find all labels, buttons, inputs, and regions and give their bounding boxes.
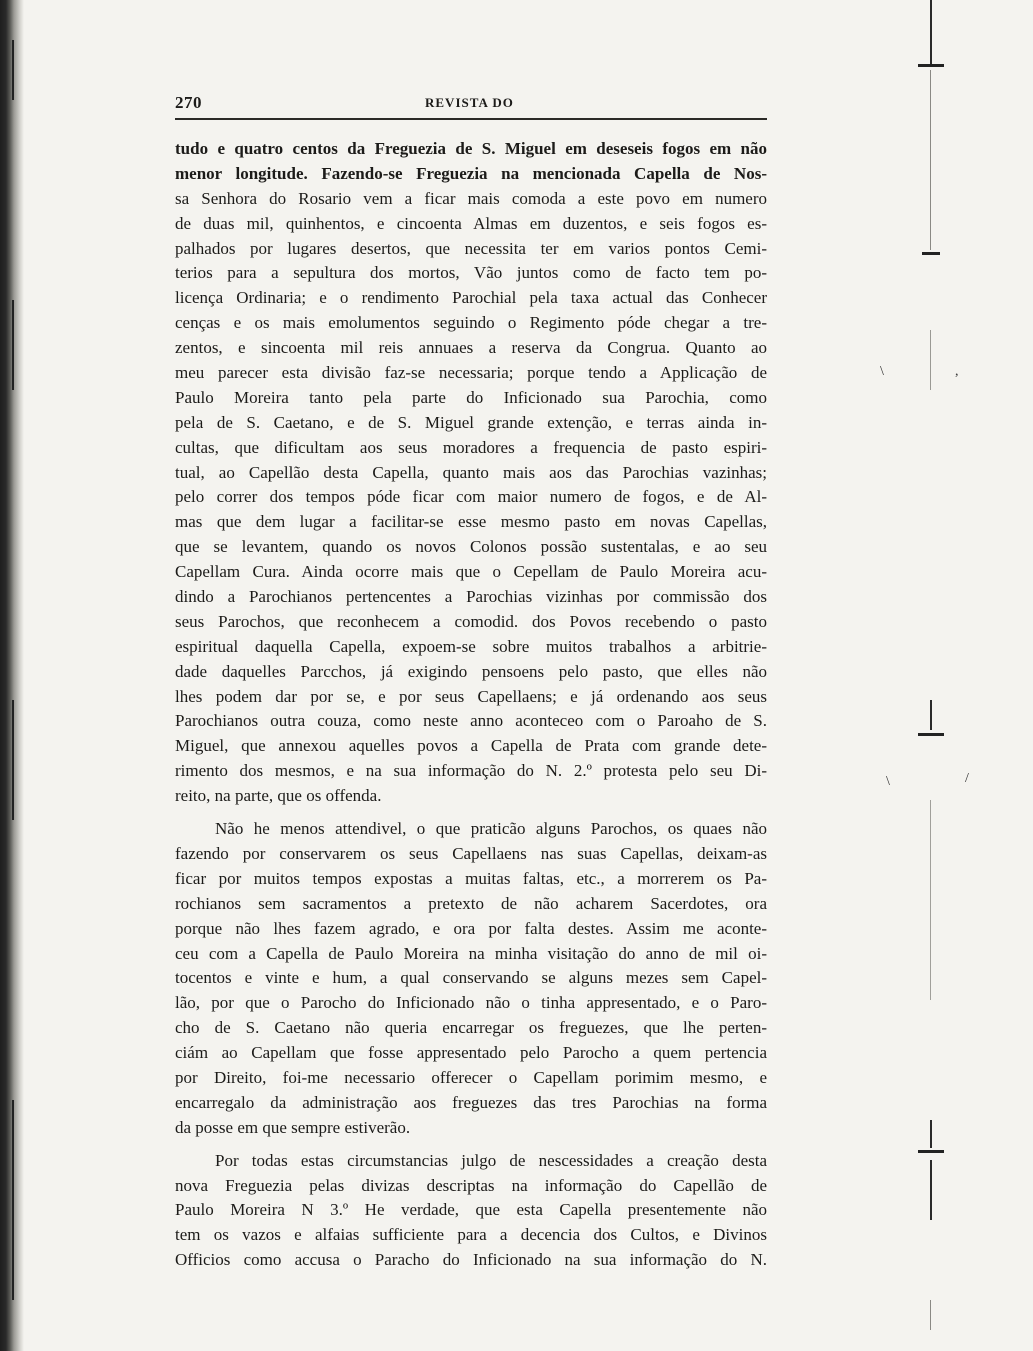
text-line: Paulo Moreira N 3.º He verdade, que esta Capella presentemente não <box>175 1200 767 1220</box>
text-line: espiritual daquella Capella, expoem-se sobre muitos trabalhos a arbitrie- <box>175 636 767 656</box>
text-line: tudo e quatro centos da Freguezia de S. Miguel em deseseis fogos em não <box>175 139 767 158</box>
text-line: lhes podem dar por se, e por seus Capellaens; e já ordenando aos seus <box>175 686 767 706</box>
binding-mark <box>12 40 14 100</box>
ink-speck: \ <box>880 364 884 379</box>
text-line: cenças e os mais emolumentos seguindo o Regimento póde chegar a tre- <box>175 313 767 333</box>
edge-rule <box>930 1120 932 1148</box>
edge-rule <box>930 70 931 250</box>
page-header <box>175 93 765 115</box>
text-line: Miguel, que annexou aquelles povos a Capella de Prata com grande dete- <box>175 736 767 756</box>
text-line: encarregalo da administração aos freguezes das tres Parochias na forma <box>175 1092 767 1112</box>
text-line: zentos, e sincoenta mil reis annuaes a reserva da Congrua. Quanto ao <box>175 338 767 358</box>
text-line: dindo a Parochianos pertencentes a Parochias vizinhas por commissão dos <box>175 587 767 607</box>
text-line: tocentos e vinte e hum, a qual conservando se alguns mezes sem Capel- <box>175 968 767 988</box>
running-head: REVISTA DO <box>425 95 514 110</box>
text-line: seus Parochos, que reconhecem a comodid. dos Povos recebendo o pasto <box>175 611 767 631</box>
text-line: pela de S. Caetano, e de S. Miguel grande extenção, e terras ainda in- <box>175 412 767 432</box>
text-line: licença Ordinaria; e o rendimento Parochial pela taxa actual das Conhecer <box>175 288 767 308</box>
page-number: 270 <box>175 93 202 112</box>
edge-rule <box>930 0 932 65</box>
text-line: nova Freguezia pelas divizas descriptas na informação do Capellão de <box>175 1175 767 1195</box>
body-text <box>175 137 767 1273</box>
text-line: por Direito, foi-me necessario offerecer o Capellam porimim mesmo, e <box>175 1067 767 1087</box>
ink-speck: \ <box>886 774 890 789</box>
text-line: porque não lhes fazem agrado, e ora por falta destes. Assim me aconte- <box>175 918 767 938</box>
text-line: Officios como accusa o Paracho do Inficionado na sua informação do N. <box>175 1250 767 1270</box>
text-line: palhados por lugares desertos, que necessita ter em varios pontos Cemi- <box>175 238 767 258</box>
paragraph <box>175 817 767 1141</box>
text-line: que se levantem, quando os novos Colonos possão sustentalas, e ao seu <box>175 537 767 557</box>
binding-mark <box>12 1100 14 1300</box>
binding-mark <box>12 700 14 820</box>
text-line: mas que dem lugar a facilitar-se esse mesmo pasto em novas Capellas, <box>175 512 767 532</box>
edge-tick <box>918 64 944 67</box>
edge-tick <box>918 1150 944 1153</box>
text-line: dade daquelles Parcchos, já exigindo pensoens pelo pasto, que elles não <box>175 661 767 681</box>
text-line: lão, por que o Parocho do Inficionado não o tinha appresentado, e o Paro- <box>175 993 767 1013</box>
edge-rule <box>930 1160 932 1220</box>
header-rule <box>175 118 767 120</box>
text-line: Capellam Cura. Ainda ocorre mais que o Cepellam de Paulo Moreira acu- <box>175 562 767 582</box>
text-line: de duas mil, quinhentos, e cincoenta Almas em duzentos, e seis fogos es- <box>175 213 767 233</box>
text-line: Parochianos outra couza, como neste anno aconteceo com o Paroaho de S. <box>175 711 767 731</box>
text-line: cho de S. Caetano não queria encarregar os freguezes, que lhe perten- <box>175 1018 767 1038</box>
ink-speck: , <box>955 364 959 379</box>
text-line: terios para a sepultura dos mortos, Vão juntos como de facto tem po- <box>175 263 767 283</box>
paragraph <box>175 1149 767 1273</box>
edge-tick <box>922 252 940 255</box>
text-line: ficar por muitos tempos expostas a muitas faltas, etc., a morrerem os Pa- <box>175 868 767 888</box>
paragraph <box>175 137 767 809</box>
edge-tick <box>918 733 944 736</box>
text-line: Por todas estas circumstancias julgo de nescessidades a creação desta <box>215 1150 767 1170</box>
text-line: Não he menos attendivel, o que praticão alguns Parochos, os quaes não <box>215 819 767 839</box>
text-line: da posse em que sempre estiverão. <box>175 1117 411 1137</box>
text-line: cultas, que dificultam aos seus moradores a frequencia de pasto espiri- <box>175 437 767 457</box>
text-line: ceu com a Capella de Paulo Moreira na minha visitação do anno de mil oi- <box>175 943 767 963</box>
text-line: Paulo Moreira tanto pela parte do Inficionado sua Parochia, como <box>175 387 767 407</box>
binding-mark <box>12 300 14 390</box>
text-line: tual, ao Capellão desta Capella, quanto mais aos das Parochias vazinhas; <box>175 462 767 482</box>
text-line: meu parecer esta divisão faz-se necessaria; porque tendo a Applicação de <box>175 363 767 383</box>
text-line: menor longitude. Fazendo-se Freguezia na mencionada Capella de Nos- <box>175 163 767 183</box>
edge-rule <box>930 700 932 730</box>
text-line: pelo correr dos tempos póde ficar com maior numero de fogos, e de Al- <box>175 487 767 507</box>
text-line: fazendo por conservarem os seus Capellaens nas suas Capellas, deixam-as <box>175 843 767 863</box>
edge-rule <box>930 800 931 1000</box>
ink-speck: / <box>965 771 969 786</box>
text-line: reito, na parte, que os offenda. <box>175 786 382 806</box>
text-line: rochianos sem sacramentos a pretexto de não acharem Sacerdotes, ora <box>175 893 767 913</box>
text-line: tem os vazos e alfaias sufficiente para a decencia dos Cultos, e Divinos <box>175 1225 767 1245</box>
text-line: ciám ao Capellam que fosse appresentado pelo Parocho a quem pertencia <box>175 1043 767 1063</box>
edge-rule <box>930 1300 931 1330</box>
text-line: rimento dos mesmos, e na sua informação do N. 2.º protesta pelo seu Di- <box>175 761 767 781</box>
edge-rule <box>930 330 931 390</box>
text-line: sa Senhora do Rosario vem a ficar mais comoda a este povo em numero <box>175 188 767 208</box>
